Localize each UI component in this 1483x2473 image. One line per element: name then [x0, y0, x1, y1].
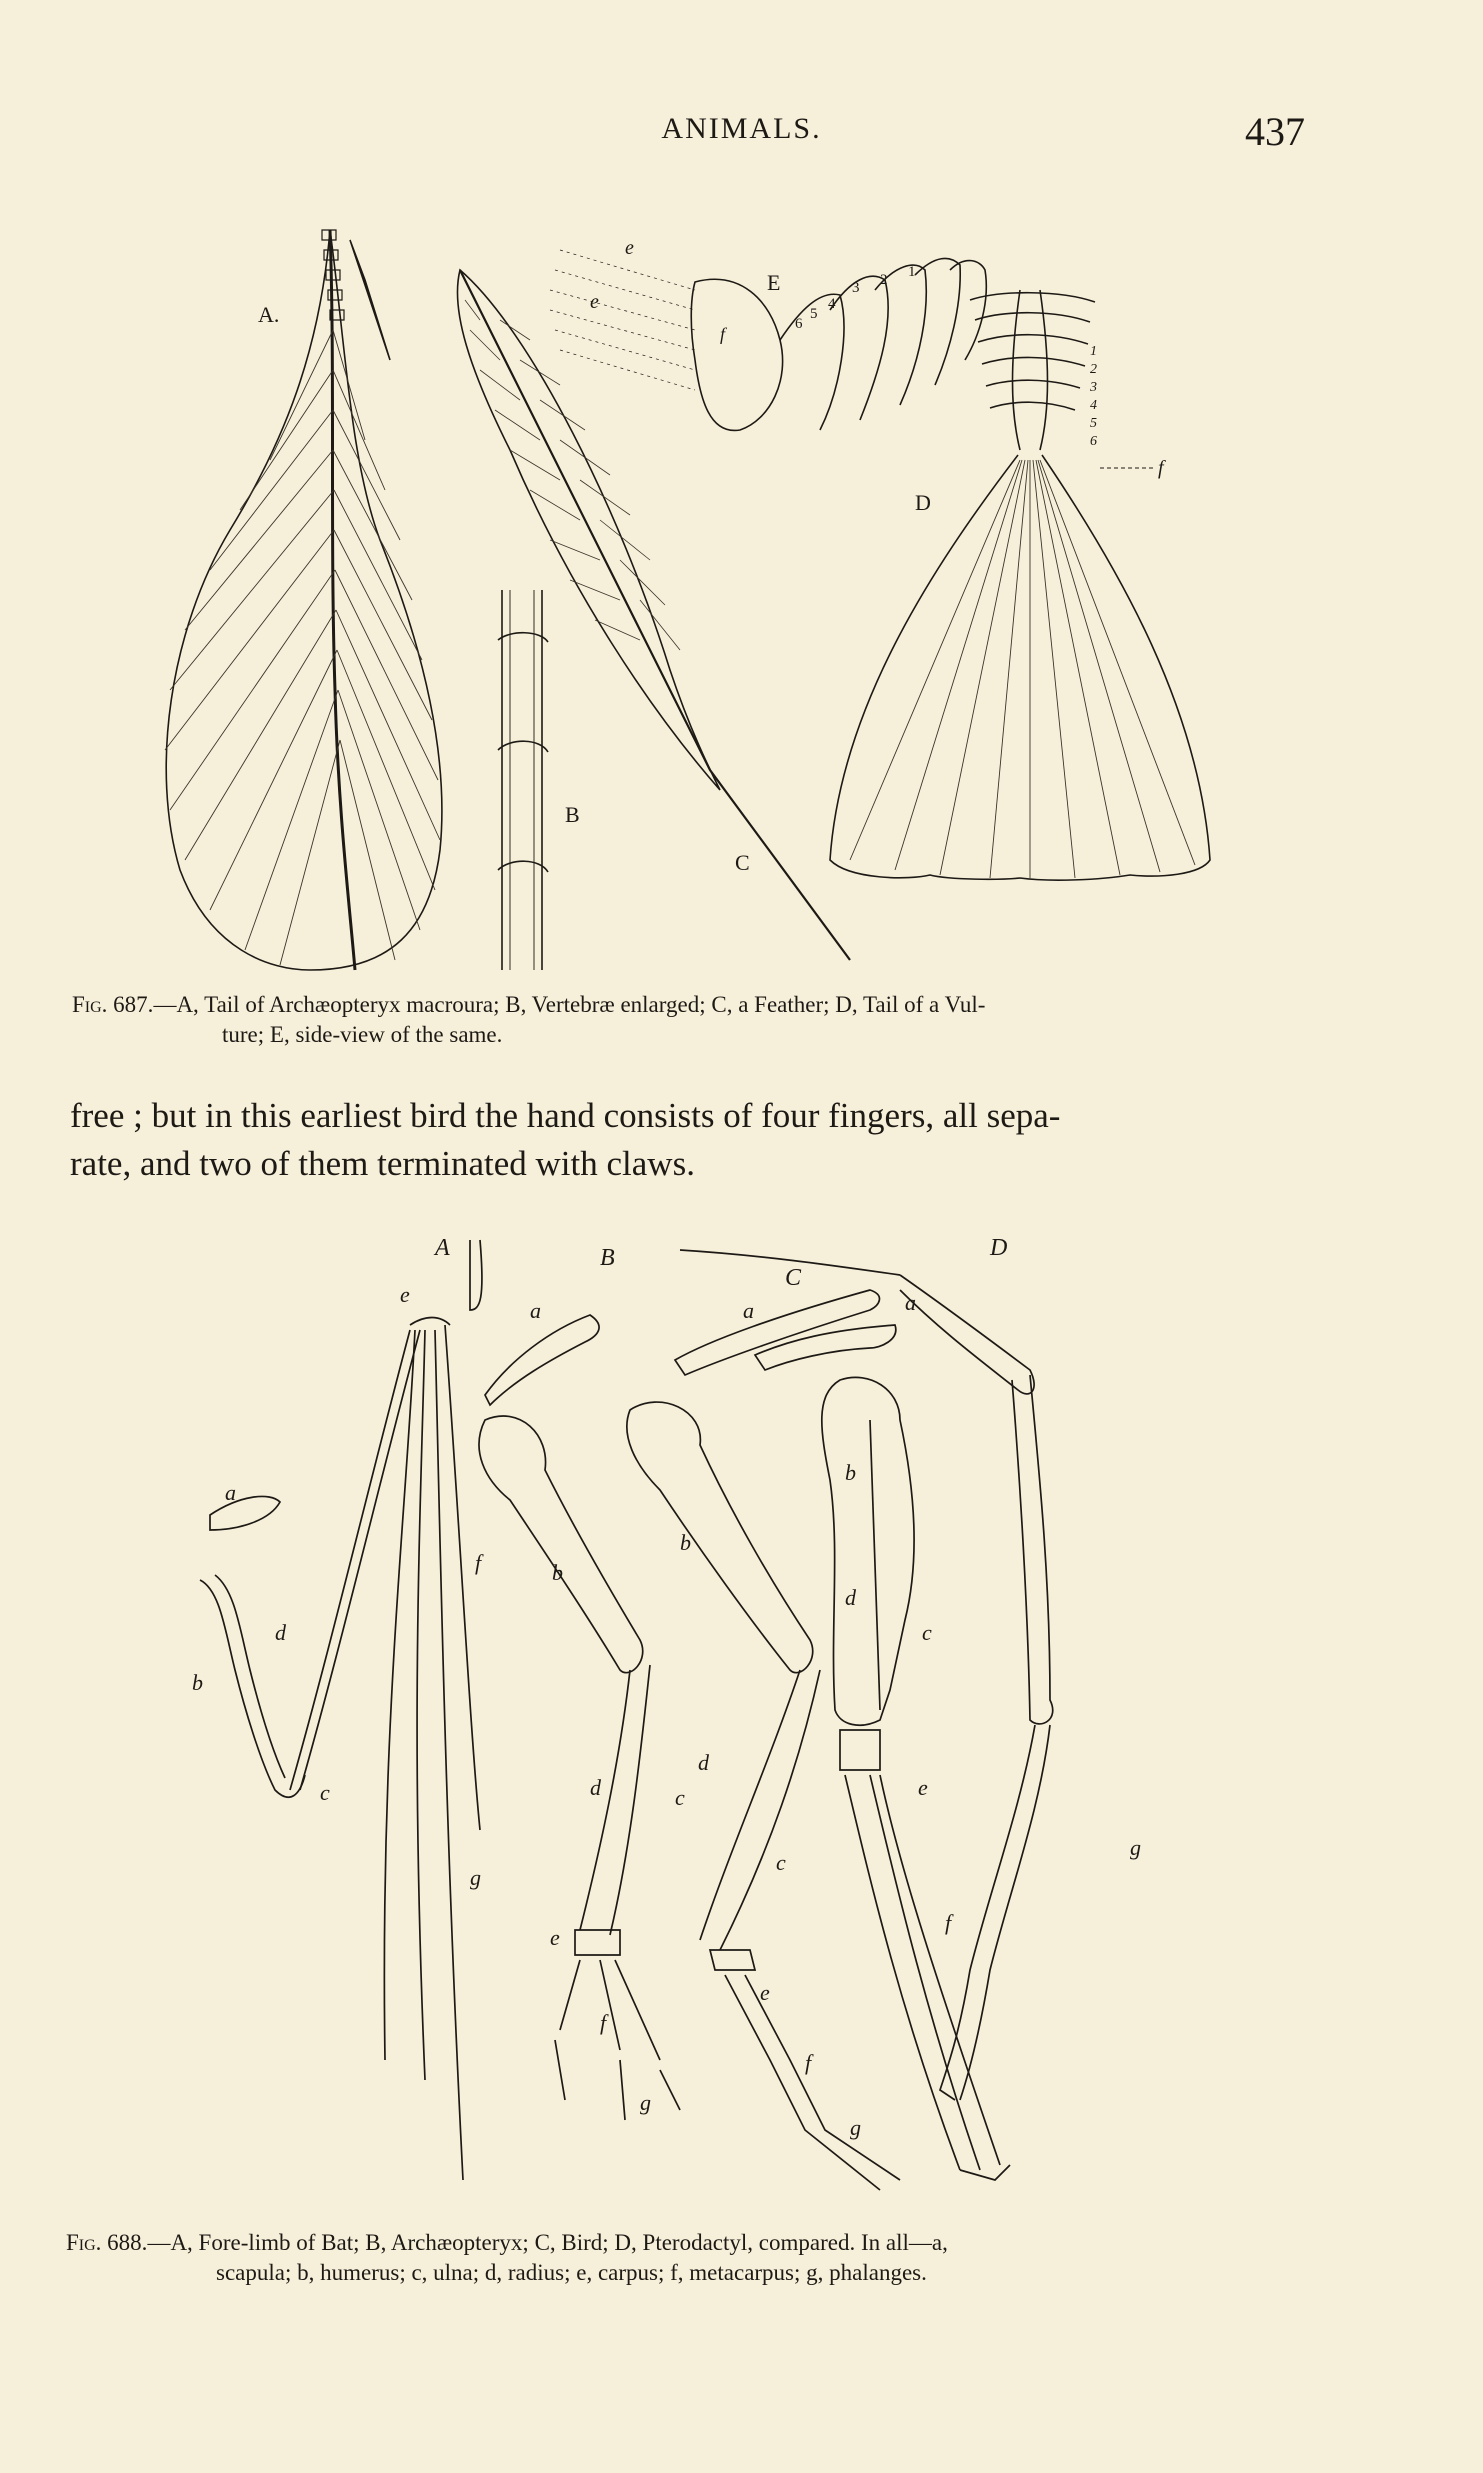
fig688-d-phalanges-g: g — [1130, 1835, 1141, 1860]
fig687-num-e-4: 4 — [828, 296, 836, 312]
fig687-num-e-1: 1 — [908, 264, 916, 280]
fig687-label-e2: e — [590, 291, 599, 313]
fig688-c-carpus-e: e — [760, 1980, 770, 2005]
fig688-b-scapula-a: a — [530, 1298, 541, 1323]
fig688-b-radius-d: d — [590, 1775, 601, 1800]
body-line-1: free ; but in this earliest bird the hand consists of four fingers, all sepa- — [70, 1096, 1061, 1135]
fig688-c-radius-d: d — [698, 1750, 709, 1775]
fig688-a-phalanges-g: g — [470, 1865, 481, 1890]
fig688-a-humerus-b: b — [192, 1670, 203, 1695]
fig687-num-e-5: 5 — [810, 306, 818, 322]
fig688-d-humerus-b: b — [845, 1460, 856, 1485]
fig688-a-ulna-c: c — [320, 1780, 330, 1805]
fig688-c-ulna-c: c — [776, 1850, 786, 1875]
fig687-label-f: f — [720, 324, 726, 344]
fig687-label-e1: e — [625, 237, 634, 259]
fig688-c-scapula-a: a — [743, 1298, 754, 1323]
fig688-a-metacarpus-f: f — [475, 1550, 482, 1575]
fig687-num-d-1: 1 — [1090, 344, 1097, 359]
fig688-d-scapula-a: a — [905, 1290, 916, 1315]
fig688-c-humerus-b: b — [680, 1530, 691, 1555]
figure-687-caption-line2: ture; E, side-view of the same. — [222, 1022, 503, 1047]
figure-687-number: Fig. 687. — [72, 992, 154, 1017]
fig688-b-carpus-e: e — [550, 1925, 560, 1950]
fig687-num-e-6: 6 — [795, 316, 803, 332]
fig687-num-d-5: 5 — [1090, 416, 1097, 431]
fig688-d-radius-d: d — [845, 1585, 856, 1610]
fig688-a-radius-d: d — [275, 1620, 286, 1645]
vertebrae-drawing — [498, 590, 548, 970]
archaeopteryx-forelimb-drawing — [479, 1315, 680, 2120]
figure-687-caption-line1: —A, Tail of Archæopteryx macroura; B, Vertebræ enlarged; C, a Feather; D, Tail of a Vul- — [153, 992, 986, 1017]
figure-688-caption — [66, 2228, 1316, 2288]
fig688-b-phalanges-g: g — [640, 2090, 651, 2115]
fig688-d-ulna-c: c — [922, 1620, 932, 1645]
fig688-b-metacarpus-f: f — [600, 2010, 607, 2035]
fig688-a-scapula-a: a — [225, 1480, 236, 1505]
fig687-num-d-6: 6 — [1090, 434, 1097, 449]
fig687-label-b: B — [565, 802, 580, 827]
fig688-label-d-upper: D — [990, 1235, 1008, 1261]
fig687-num-d-4: 4 — [1090, 398, 1097, 413]
fig688-c-phalanges-g: g — [850, 2115, 861, 2140]
fig688-a-carpus-e: e — [400, 1282, 410, 1307]
fig687-label-d: D — [915, 490, 931, 515]
fig688-b-humerus-b: b — [552, 1560, 563, 1585]
figure-688-number: Fig. 688. — [66, 2230, 148, 2255]
fig688-label-c-upper: C — [785, 1265, 802, 1291]
bird-forelimb-drawing — [627, 1290, 900, 2190]
running-header: ANIMALS. — [661, 112, 822, 145]
fig687-num-d-3: 3 — [1090, 380, 1097, 395]
feather-drawing — [457, 270, 850, 960]
fig687-num-d-2: 2 — [1090, 362, 1097, 377]
vulture-tail-drawing — [830, 290, 1210, 880]
figure-688-illustration — [180, 1230, 1180, 2220]
fig687-label-e: E — [767, 270, 781, 295]
fig688-b-ulna-c: c — [675, 1785, 685, 1810]
figure-687-illustration — [150, 210, 1230, 980]
fig688-d-metacarpus-f: f — [945, 1910, 952, 1935]
page-number: 437 — [1245, 109, 1305, 154]
body-line-2: rate, and two of them terminated with claws. — [70, 1144, 695, 1183]
figure-688-caption-line1: —A, Fore-limb of Bat; B, Archæopteryx; C, Bird; D, Pterodactyl, compared. In all—a, — [147, 2230, 948, 2255]
bat-forelimb-drawing — [200, 1240, 482, 2180]
fig687-num-e-2: 2 — [880, 272, 888, 288]
fig688-d-carpus-e: e — [918, 1775, 928, 1800]
pterodactyl-forelimb-drawing — [680, 1250, 1053, 2180]
fig687-label-c: C — [735, 850, 750, 875]
fig687-num-e-3: 3 — [852, 280, 860, 296]
fig688-label-a-upper: A — [435, 1235, 450, 1261]
fig687-label-a: A. — [258, 302, 280, 327]
body-paragraph — [70, 1092, 1315, 1188]
fig687-label-f2: f — [1158, 457, 1164, 479]
figure-687-caption — [72, 990, 1312, 1050]
fig688-c-metacarpus-f: f — [805, 2050, 812, 2075]
figure-688-caption-line2: scapula; b, humerus; c, ulna; d, radius; e, carpus; f, metacarpus; g, phalanges. — [216, 2260, 927, 2285]
archaeopteryx-tail-drawing — [165, 230, 442, 970]
fig688-label-b-upper: B — [600, 1245, 615, 1271]
